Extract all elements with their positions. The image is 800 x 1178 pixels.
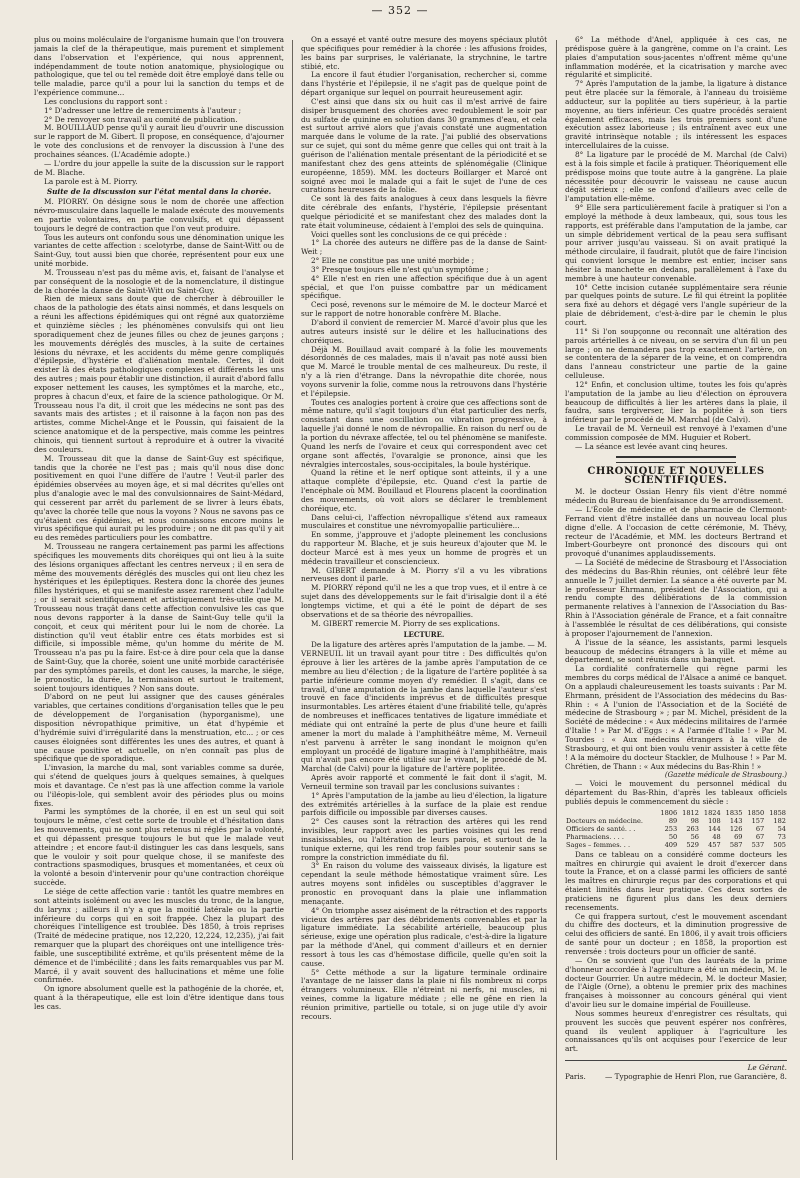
chronicle-news-continued: [565, 851, 787, 1054]
paragraph: Après avoir rapporté et commenté le fait dont il s'agit, M. Verneuil termine son travail par les conclusions suivantes :: [301, 773, 547, 791]
paragraph: Parmi les symptômes de la chorée, il en est un seul qui soit toujours le même, c'est cette sorte de trouble et d'hésitation dans les mouvements, qui ne sont plus retenus ni réglés par la volonté, et qui dépassent presque toujours le but que le malade veut atteindre ; et encore faut-il distinguer les cas dans lesquels, sans que le vouloir y soit pour quelque chose, il se manifeste des contractions spasmodiques, brusques et momentanées, et ceux où la volonté a besoin d'intervenir pour qu'une contraction choréique succède.: [34, 807, 284, 888]
personnel-table: [565, 809, 787, 849]
paragraph: Ce sont là des faits analogues à ceux dans lesquels la fièvre dite cérébrale des enfants, l'hystérie, l'épilepsie présentant quelque périodicité et se manifestant chez des malades dont la rate était volumineuse, cédaient à l'emploi des sels de quinquina.: [301, 194, 547, 230]
table-cell: 67: [755, 824, 765, 833]
paragraph: M. PIORRY répond qu'il ne les a que trop vues, et il entre à ce sujet dans des développements sur le fait d'irisalgie dont il a été longtemps victime, et qui a été le point de départ de ses observations et de sa théorie des névropallies.: [301, 583, 547, 619]
section-title: CHRONIQUE ET NOUVELLES SCIENTIFIQUES.: [587, 465, 765, 486]
table-cell: 537: [751, 840, 765, 849]
paragraph: 9° Elle sera particulièrement facile à pratiquer si l'on a employé la méthode à deux lambeaux, qui, sous tous les rapports, est préférable dans l'amputation de la jambe, car un simple débridement vertical de la peau sera suffisant pour arriver jusqu'au vaisseau. Si on avait pratiqué la méthode circulaire, il faudrait, plutôt que de faire l'incision qui convient lorsque le membre est entier, inciser sans hésiter la manchette en dedans, parallèlement à l'axe du membre à une hauteur convenable.: [565, 203, 787, 283]
table-cell: 56: [690, 832, 699, 841]
paragraph: — L'ordre du jour appelle la suite de la discussion sur le rapport de M. Blache.: [34, 158, 284, 177]
section-heading: Suite de la discussion sur l'état mental dans la chorée.: [46, 187, 272, 197]
table-cell: 143: [729, 816, 743, 825]
paragraph: 1° D'adresser une lettre de remerciments à l'auteur ;: [44, 105, 242, 115]
paragraph: La parole est à M. Piorry.: [44, 176, 138, 186]
table-cell: 126: [729, 824, 743, 833]
table-cell: 108: [708, 816, 721, 825]
table-row: [565, 817, 787, 825]
paragraph: On ignore absolument quelle est la pathogénie de la chorée, et, quant à la thérapeutique, elle est loin d'être identique dans tous les cas.: [34, 984, 284, 1011]
paragraph: 2° De renvoyer son travail au comité de publication.: [44, 114, 238, 124]
table-year-header: 1835: [725, 808, 743, 817]
paragraph: M. GIBERT demande à M. Piorry s'il a vu les vibrations nerveuses dont il parle.: [301, 565, 547, 584]
paragraph: D'abord on ne peut lui assigner que des causes générales variables, que certaines conditions d'organisation telles que le peu de développement de l'organisation (hyporganisme), une disposition névropathique primitive, un état d'hypémie et d'hydrémie suivi d'irrégularité dans la menstruation, etc... ; or ces causes éloignées sont différentes les unes des autres, et quant à une cause positive et actuelle, on n'en connaît pas plus de spécifique que de sporadique.: [34, 692, 284, 764]
paragraph: 10° Cette incision cutanée supplémentaire sera réunie par quelques points de suture. Le fil qui étreint la poplitée sera fixé au dehors et dégagé vers l'angle supérieur de la plaie de débridement, c'est-à-dire par le chemin le plus court.: [565, 282, 787, 327]
table-year-header: 1850: [747, 808, 765, 817]
table-cell: 457: [708, 840, 721, 849]
paragraph: 6° La méthode d'Anel, appliquée à ces cas, ne prédispose guère à la gangrène, comme on l'a craint. Les plaies d'amputation sous-jacentes n'offrent même qu'une inflammation modérée, et la cicatrisation y marche avec régularité et simplicité.: [565, 36, 787, 80]
table-cell: 182: [773, 816, 786, 825]
table-cell: 144: [708, 824, 721, 833]
source-citation: (Gazette médicale de Strasbourg.): [664, 771, 787, 780]
table-year-header: 1806: [660, 808, 678, 817]
paragraph: 11° Si l'on soupçonne ou reconnaît une altération des parois artérielles à ce niveau, on se servira d'un fil un peu large ; on ne demandera pas trop exactement l'artère, on se contentera de la séparer de la veine, et on comprendra dans l'anneau constricteur une partie de la gaine celluleuse.: [565, 326, 787, 381]
table-cell: 89: [668, 816, 678, 825]
paragraph: 4° On triomphe assez aisément de la rétraction et des rapports vicieux des artères par des débridements convenables et par la ligature immédiate. La sécabilité artérielle, beaucoup plus sérieuse, exige une opération plus radicale, c'est-à-dire la ligature par la méthode d'Anel, qui comment d'ailleurs et en dernier ressort à tous les cas d'hémostase difficile, quelle qu'en soit la cause.: [301, 905, 547, 968]
paragraph: M. Trousseau dit que la danse de Saint-Guy est spécifique, tandis que la chorée ne l'est pas ; mais qu'il nous dise donc positivement en quoi l'une diffère de l'autre ! Veut-il parler des épidémies observées au moyen âge, et si mal décrites qu'elles ont plus d'analogie avec le mal des convulsionnaires de Saint-Médard, qui cesserent par arrêt du parlement de se livrer à leurs ébats, qu'avec la chorée telle que nous la voyons ? Nous ne savons pas ce qu'étaient ces épidémies, et nous connaissons encore moins le virus spécifique qui aurait pu les produire ; on ne dit pas qu'il y ait eu des remèdes particuliers pour les combattre.: [34, 453, 284, 543]
table-year-header: 1812: [682, 808, 699, 817]
paragraph: La cordialité confraternelle qui règne parmi les membres du corps médical de l'Alsace a animé ce banquet. On a applaudi chaleureusement les toasts suivants : Par M. Ehrmann, président de l'Association des médecins du Bas-Rhin : « A l'union de l'Association et de la Société de médecine de Strasbourg » ; par M. Michel, président de la Société de médecine : « Aux médecins militaires de l'armée d'Italie ! » Par M. d'Eggs : « A l'armée d'Italie ! » Par M. Tourdes : « Aux médecins étrangers à la ville de Strasbourg, et qui ont bien voulu venir assister à cette fête ! A la mémoire du docteur Stackler, de Mulhouse ! » Par M. Chrétien, de Thann : « Aux médecins du Bas-Rhin ! »: [565, 664, 787, 771]
paragraph: On a essayé et vanté outre mesure des moyens spéciaux plutôt que spécifiques pour remédier à la chorée : les affusions froides, les bains par surprises, le valérianate, la strychnine, le tartre stibié, etc.: [301, 36, 547, 71]
paragraph: Tous les auteurs ont confondu sous une dénomination unique les variantes de cette affection : scelotyrbe, danse de Saint-Witt ou de Saint-Guy, tout aussi bien que chorée, représentent pour eux une unité morbide.: [34, 232, 284, 269]
table-row-label: Sages – femmes. . .: [566, 840, 631, 849]
paragraph: Déjà M. Bouillaud avait comparé à la folie les mouvements désordonnés de ces malades, mais il n'avait pas noté aussi bien que M. Marcé le trouble mental de ces malheureux. Du reste, il n'y a là rien d'étrange. Dans la névropathie dite chorée, nous voyons survenir la folie, comme nous la retrouvons dans l'hystérie et l'épilepsie.: [301, 344, 547, 398]
table-year-header: 1824: [703, 808, 721, 817]
paragraph: 1° Après l'amputation de la jambe au lieu d'élection, la ligature des extrémités artérielles à la surface de la plaie est rendue parfois difficile ou impossible par diverses causes.: [301, 790, 547, 818]
paragraph: L'invasion, la marche du mal, sont variables comme sa durée, qui s'étend de quelques jours à quelques semaines, à quelques mois et davantage. Ce n'est pas là une affection comme la variole ou l'iléopis-lole, qui semblent avoir des périodes plus ou moins fixes.: [34, 763, 284, 808]
paragraph: Les conclusions du rapport sont :: [44, 96, 168, 106]
paragraph: 7° Après l'amputation de la jambe, la ligature à distance peut être placée sur la fémorale, à l'anneau du troisième adducteur, sur la poplitée au tiers supérieur, à la partie moyenne, au tiers inférieur. Ces quatre procédés seraient également efficaces, mais les trois premiers sont d'une exécution assez laborieuse ; ils entraînent avec eux une gravité intrinsèque notable ; ils intéressent les espaces intercellulaires de la cuisse.: [565, 79, 787, 151]
paragraph: Quand la rétine et le nerf optique sont atteints, il y a une attaque complète d'épilepsie, etc. Quand c'est la partie de l'encéphale où MM. Bouillaud et Flourens placent la coordination des mouvements, où voit alors se déclarer le tremblement choréique, etc.: [301, 468, 547, 513]
paragraph: 2° Ces causes sont la rétraction des artères qui les rend invisibles, leur rapport avec les parties voisines qui les rend insaisissables, ou l'altération de leurs parois, et surtout de la tunique externe, qui les rend trop faibles pour soutenir sans se rompre la constriction immédiate du fil.: [301, 817, 547, 862]
paragraph: D'abord il convient de remercier M. Marcé d'avoir plus que les autres auteurs insisté sur le délire et les hallucinations des choréiques.: [301, 318, 547, 345]
paragraph: M. GIBERT remercie M. Piorry de ses explications.: [311, 618, 500, 628]
paragraph: Toutes ces analogies portent à croire que ces affections sont de même nature, qu'il s'agit toujours d'un état particulier des nerfs, consistant dans une oscillation ou vibration progressive, à laquelle j'ai donné le nom de névropallie. En raison du nerf ou de la portion du névraxe affectée, tel ou tel phénomène se manifeste. Quand les nerfs de l'ovaire et ceux qui correspondent avec cet organe sont affectés, l'ovaralgie se prononce, ainsi que les névralgies intercostales, sous-occipitales, la boule hystérique.: [301, 397, 547, 469]
table-cell: 253: [664, 824, 678, 833]
paragraph: 3° Presque toujours elle n'est qu'un symptôme ;: [311, 264, 489, 274]
column-rule-right: [556, 40, 557, 1160]
paragraph: 2° Elle ne constitue pas une unité morbide ;: [311, 256, 475, 266]
paragraph: 12° Enfin, et conclusion ultime, toutes les fois qu'après l'amputation de la jambe au lieu d'élection on éprouvera beaucoup de difficultés à lier les artères dans la plaie, il faudra, sans tergiverser, lier la poplitée à son tiers inférieur par le procédé de M. Marchal (de Calvi).: [565, 379, 787, 425]
table-row: [565, 833, 787, 841]
subsection-heading: LECTURE.: [403, 629, 445, 639]
table-year-header: 1858: [769, 808, 786, 817]
column-1: [34, 36, 284, 1168]
table-cell: 54: [777, 824, 786, 833]
imprint: [565, 1060, 787, 1081]
column-3: [565, 36, 787, 1168]
paragraph: A l'issue de la séance, les assistants, parmi lesquels beaucoup de médecins étrangers à la ville et même au département, se sont réunis dans un banquet.: [565, 637, 787, 665]
paragraph: — La Société de médecine de Strasbourg et l'Association des médecins du Bas-Rhin réunies, ont célébré leur fête annuelle le 7 juillet dernier. La séance a été ouverte par M. le professeur Ehrmann, président de l'Association, qui a rendu compte des délibérations de la commission permanente relatives à l'annexion de l'Association du Bas-Rhin à l'Association générale de France, et a fait connaître à l'assemblée le résultat de ces délibérations, qui consiste à proposer l'ajournement de l'annexion.: [565, 558, 787, 638]
table-header-blank: [565, 809, 656, 817]
paragraph: 8° La ligature par le procédé de M. Marchal (de Calvi) est à la fois simple et facile à pratiquer. Théoriquement elle prédispose moins que toute autre à la gangrène. La plaie nécessitée pour découvrir le vaisseau ne cause aucun dégât sérieux ; elle se confond d'ailleurs avec celle de l'amputation elle-même.: [565, 149, 787, 204]
paragraph: 1° La chorée des auteurs ne diffère pas de la danse de Saint-Weit ;: [301, 238, 547, 257]
paragraph: Nous sommes heureux d'enregistrer ces résultats, qui prouvent les succès que peuvent espérer nos confrères, quand ils veulent appliquer à l'agriculture les connaissances qu'ils ont acquises pour l'exercice de leur art.: [565, 1008, 787, 1054]
paragraph: — La séance est levée avant cinq heures.: [575, 441, 728, 451]
academy-conclusions: [565, 36, 787, 452]
paragraph: Ce qui frappera surtout, c'est le mouvement ascendant du chiffre des docteurs, et la diminution progressive de celui des officiers de santé. En 1806, il y avait trois officiers de santé pour un docteur ; en 1858, la proportion est renversée : trois docteurs pour un officier de santé.: [565, 911, 787, 956]
table-row-label: Pharmaciens. . . .: [566, 832, 624, 841]
paragraph: Rien de mieux sans doute que de chercher à débrouiller le chaos de la pathologie des états ainsi nommés, et dans lesquels on a réuni les affections épidémiques qui ont régné aux quatorzième et quinzième siècles ; les phénomènes convulsifs qui ont lieu sporadiquement chez de jeunes filles ou chez de jeunes garçons ; les mouvements déréglés des muscles, à la suite de certaines lésions du névraxe, et les accidents du même genre compliqués d'épilepsie, d'hystérie et d'aliénation mentale. Certes, il doit exister là des états pathologiques complexes et différents les uns des autres ; mais pour établir une distinction, il aurait d'abord fallu exposer nettement les causes, les symptômes et la marche, etc., propres à chacun d'eux, et faire de la science pathologique. Or M. Trousseau nous l'a dit, il croit que les médecins ne sont pas des savants mais des artistes ; et il raisonne à la façon non pas des artistes, comme Michel-Ange et le Poussin, qui faisaient de la science anatomique et de la perspective, mais comme les peintres chinois, qui tiennent surtout à reproduire et à outrer la vivacité des couleurs.: [34, 294, 284, 454]
paragraph: M. Trousseau ne rangera certainement pas parmi les affections spécifiques les mouvements dits choréiques qui ont lieu à la suite des lésions organiques affectant les centres nerveux ; il en sera de même des mouvements déréglés des muscles qui ont lieu chez les hystériques et les épileptiques. Restera donc la chorée des jeunes filles hystériques, et qui se manifeste assez rarement chez l'adulte ; or il serait scientifiquement et artistiquement très-utile que M. Trousseau nous traçât dans cette affection convulsive les cas que nous devons rapporter à la danse de Saint-Guy telle qu'il la conçoit, et ceux qui méritent pour lui le nom de chorée. La distinction qu'il veut établir entre ces états morbides est si difficile, si impossible même, qu'un homme du mérite de M. Trousseau n'a pas pu la faire. Est-ce à dire pour cela que la danse de Saint-Guy, que la chorée, soient une unité morbide caractérisée par des symptômes pareils, et dont les causes, la marche, le siége, le pronostic, la durée, la terminaison et surtout le traitement, soient toujours identiques ? Non sans doute.: [34, 542, 284, 693]
paragraph: De la ligature des artères après l'amputation de la jambe. — M. VERNEUIL lit un travail ayant pour titre : Des difficultés qu'on éprouve à lier les artères de la jambe après l'amputation de ce membre au lieu d'élection ; de la ligature de l'artère poplitée à sa partie inférieure comme moyen d'y remédier. Il s'agit, dans ce travail, d'une amputation de la jambe dans laquelle l'auteur s'est trouvé en face d'incidents imprévus et de difficultés presque insurmontables. Les artères étaient d'une friabilité telle, qu'après de nombreuses et inefficaces tentatives de ligature immédiate et médiate qui ont entraîné la perte de plus d'une heure et failli amener la mort du malade à l'amphithéâtre même, M. Verneuil n'est parvenu à arrêter le sang inondant le moignon qu'en employant un procédé de ligature imaginé à l'amphithéâtre, mais qui n'avait pas encore été utilisé sur le vivant, le procédé de M. Marchal (de Calvi) pour la ligature de l'artère poplitée.: [301, 640, 547, 774]
table-cell: 98: [690, 816, 699, 825]
table-cell: 67: [755, 832, 765, 841]
table-cell: 529: [686, 840, 699, 849]
imprint-city: Paris.: [565, 1072, 586, 1082]
column-2: [301, 36, 547, 1168]
paragraph: 3° En raison du volume des vaisseaux divisés, la ligature est cependant la seule méthode hémostatique vraiment sûre. Les autres moyens sont infidèles ou susceptibles d'aggraver le pronostic en provoquant dans la plaie une inflammation menaçante.: [301, 861, 547, 906]
paragraph: M. le docteur Ossian Henry fils vient d'être nommé médecin du Bureau de bienfaisance du 9e arrondissement.: [565, 487, 787, 506]
paragraph: Dans ce tableau on a considéré comme docteurs les maîtres en chirurgie qui avaient le droit d'exercer dans toute la France, et on a classé parmi les officiers de santé les maîtres en chirurgie reçus par des corporations et qui étaient limités dans leur pratique. Ces deux sortes de praticiens ne figurent plus dans les deux derniers recensements.: [565, 849, 787, 912]
paragraph: En somme, j'approuve et j'adopte pleinement les conclusions du rapporteur M. Blache, et je suis heureux d'ajouter que M. le docteur Marcé est à mes yeux un homme de progrès et un médecin travailleur et consciencieux.: [301, 530, 547, 566]
column-rule-left: [292, 40, 293, 1160]
table-cell: 73: [777, 832, 786, 841]
table-row: [565, 841, 787, 849]
paragraph: Dans celui-ci, l'affection névropallique s'étend aux rameaux musculaires et constitue une névromyopallie particulière...: [301, 512, 547, 531]
paragraph: plus ou moins moléculaire de l'organisme humain que l'on trouvera jamais la clef de la thérapeutique, mais purement et simplement dans l'observation et l'expérience, qui nous apprennent, indépendamment de toute notion anatomique, physiologique ou pathologique, que tel ou tel remède doit être employé dans telle ou telle maladie, parce qu'il a pour lui la sanction du temps et de l'expérience commune...: [34, 36, 284, 98]
paragraph: — On se souvient que l'un des lauréats de la prime d'honneur accordée à l'agriculture a été un médecin, M. le docteur Gourrier. Un autre médecin, M. le docteur Masier, de l'Aigle (Orne), a obtenu le premier prix des machines françaises à moissonner au concours général qui vient d'avoir lieu sur le domaine impérial de Fouilleuse.: [565, 955, 787, 1010]
table-cell: 157: [751, 816, 765, 825]
table-row: [565, 825, 787, 833]
table-cell: 69: [734, 832, 743, 841]
paragraph: — L'École de médecine et de pharmacie de Clermont-Ferrand vient d'être installée dans un nouveau local plus digne d'elle. A l'occasion de cette cérémonie, M. Thévy, recteur de l'Académie, et MM. les docteurs Bertrand et Imbert-Gourbeyre ont prononcé des discours qui ont provoqué d'unanimes applaudissements.: [565, 505, 787, 559]
paragraph: Le travail de M. Verneuil est renvoyé à l'examen d'une commission composée de MM. Huguier et Robert.: [565, 424, 787, 442]
page-number: — 352 —: [371, 4, 429, 17]
chronicle-news: [565, 488, 787, 806]
table-cell: 409: [664, 840, 678, 849]
table-cell: 48: [712, 832, 721, 841]
paragraph: — Voici le mouvement du personnel médical du département du Bas-Rhin, d'après les tableaux officiels publiés depuis le commencement du siècle :: [565, 779, 787, 806]
table-cell: 587: [729, 840, 743, 849]
paragraph: Ceci posé, revenons sur le mémoire de M. le docteur Marcé et sur le rapport de notre honorable confrère M. Blache.: [301, 300, 547, 319]
paragraph: 4° Elle n'est en rien une affection spécifique due à un agent spécial, et que l'on puisse combattre par un médicament spécifique.: [301, 273, 547, 301]
paragraph: 5° Cette méthode a sur la ligature terminale ordinaire l'avantage de ne laisser dans la plaie ni fils nombreux ni corps étrangers volumineux. Elle n'étreint ni nerfs, ni muscles, ni veines, comme la ligature médiate ; elle ne gêne en rien la réunion primitive, partielle ou totale, si on juge utile d'y avoir recours.: [301, 967, 547, 1021]
table-cell: 505: [773, 840, 786, 849]
paragraph: Le siége de cette affection varie : tantôt les quatre membres en sont atteints isolément ou avec les muscles du tronc, de la langue, du larynx ; ailleurs il n'y a que la moitié latérale ou la partie inférieure du corps qui en soit frappée. Chez la plupart des choréiques l'intelligence est troublée. Dès 1850, à trois reprises (Traité de médecine pratique, nos 12,220, 12,224, 12,235), j'ai fait remarquer que la plupart des choréiques ont une intelligence très-faible, une susceptibilité extrême, et qu'ils présentent même de la démence et de l'imbécilité ; dans les faits remarquables vus par M. Marcé, il y avait souvent des hallucinations et même une folie confirmée.: [34, 887, 284, 985]
paragraph: C'est ainsi que dans six ou huit cas il m'est arrivé de faire disiper brusquement des chorées avec redoublement le soir par du sulfate de quinine en solution dans 30 grammes d'eau, et cela est surtout arrivé alors que j'avais constaté une augmentation marquée dans le volume de la rate. J'ai publié des observations sur ce sujet, qui sont du même genre que celles qui ont trait à la guérison de l'aliénation mentale présentant de la périodicité et se manifestant chez des gens atteints de splénomégalie (Clinique européenne, 1859). MM. les docteurs Boillarger et Marcé ont soigné avec moi le malade qui a fait le sujet de l'une de ces curations heureuses de la folie.: [301, 96, 547, 195]
gerant-line: Le Gérant.: [747, 1063, 787, 1073]
paragraph: M. Trousseau n'est pas du même avis, et, faisant de l'analyse et par conséquent de la nosologie et de la nomenclature, il distingue de la chorée la danse de Saint-Witt ou Saint-Guy.: [34, 267, 284, 295]
table-row-label: Officiers de santé. . .: [566, 824, 636, 833]
ornament-divider: [565, 456, 787, 464]
paragraph: M. BOUILLAUD pense qu'il y aurait lieu d'ouvrir une discussion sur le rapport de M. Gibert. Il propose, en conséquence, d'ajourner le vote des conclusions et de renvoyer la discussion à l'une des prochaines séances. (L'Académie adopte.): [34, 123, 284, 159]
table-cell: 263: [686, 824, 699, 833]
imprint-printer: — Typographie de Henri Plon, rue Garancière, 8.: [604, 1072, 787, 1082]
table-row-label: Docteurs en médecine.: [566, 816, 643, 825]
paragraph: La encore il faut étudier l'organisation, rechercher si, comme dans l'hystérie et l'épilepsie, il ne s'agit pas de quelque point de départ organique sur lequel on pourrait heureusement agir.: [301, 70, 547, 98]
paragraph: Voici quelles sont les conclusions de ce qui précède :: [311, 229, 507, 239]
table-cell: 50: [668, 832, 678, 841]
paragraph: M. PIORRY. On désigne sous le nom de chorée une affection névro-musculaire dans laquelle le malade exécute des mouvements en partie volontaires, en partie convulsifs, et qui dépassent toujours le degré de contraction que l'on veut produire.: [34, 197, 284, 233]
